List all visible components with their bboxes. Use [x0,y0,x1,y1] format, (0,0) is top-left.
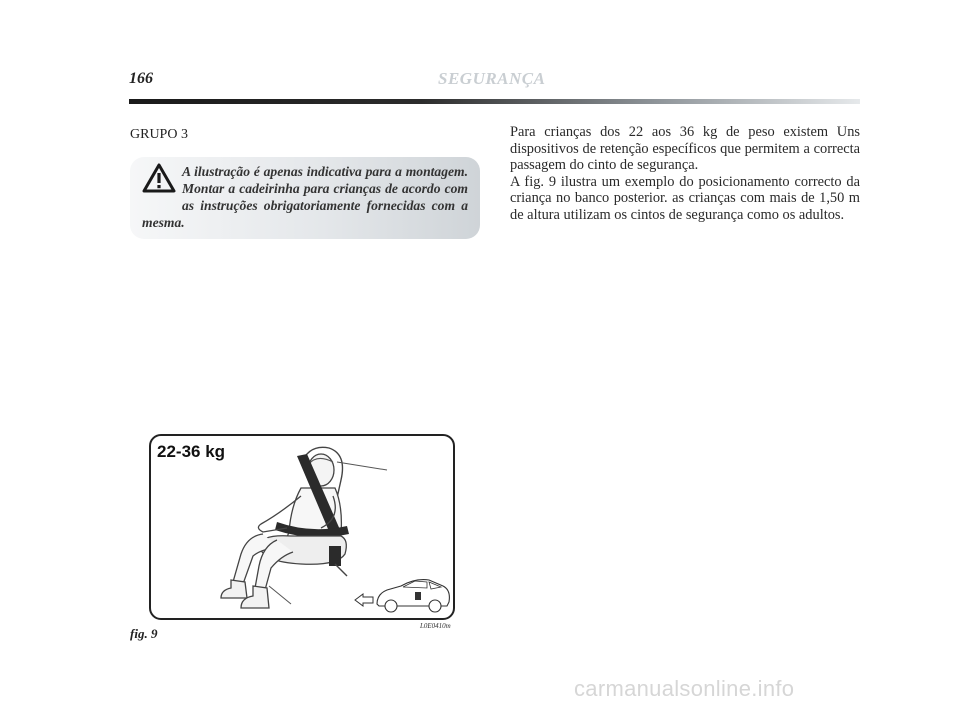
header-rule [129,99,860,104]
body-paragraph-2: A fig. 9 ilustra um exemplo do posicionamento correcto da criança no banco posterior. as crianças com mais de 1,50 m de altura utilizam os cintos de segurança como os adultos. [510,173,860,223]
figure-caption: fig. 9 [130,626,158,641]
page-number: 166 [129,70,153,87]
watermark: carmanualsonline.info [574,676,795,701]
section-title: SEGURANÇA [438,69,546,88]
body-text [510,124,860,224]
figure-frame [149,434,455,620]
child-seat-illustration [151,436,453,618]
warning-box [130,157,480,239]
figure-code: L0E0410m [420,622,451,630]
body-paragraph-1: Para crianças dos 22 aos 36 kg de peso existem Uns dispositivos de retenção específicos que permitem a correcta passagem do cinto de segurança. [510,124,860,174]
weight-label: 22-36 kg [157,442,226,461]
warning-text: A ilustração é apenas indicativa para a montagem. Montar a cadeirinha para crianças de acordo com as instruções obrigatoriamente fornecidas com a mesma. [142,164,468,230]
warning-text-block [142,163,468,231]
group-title: GRUPO 3 [130,127,188,142]
